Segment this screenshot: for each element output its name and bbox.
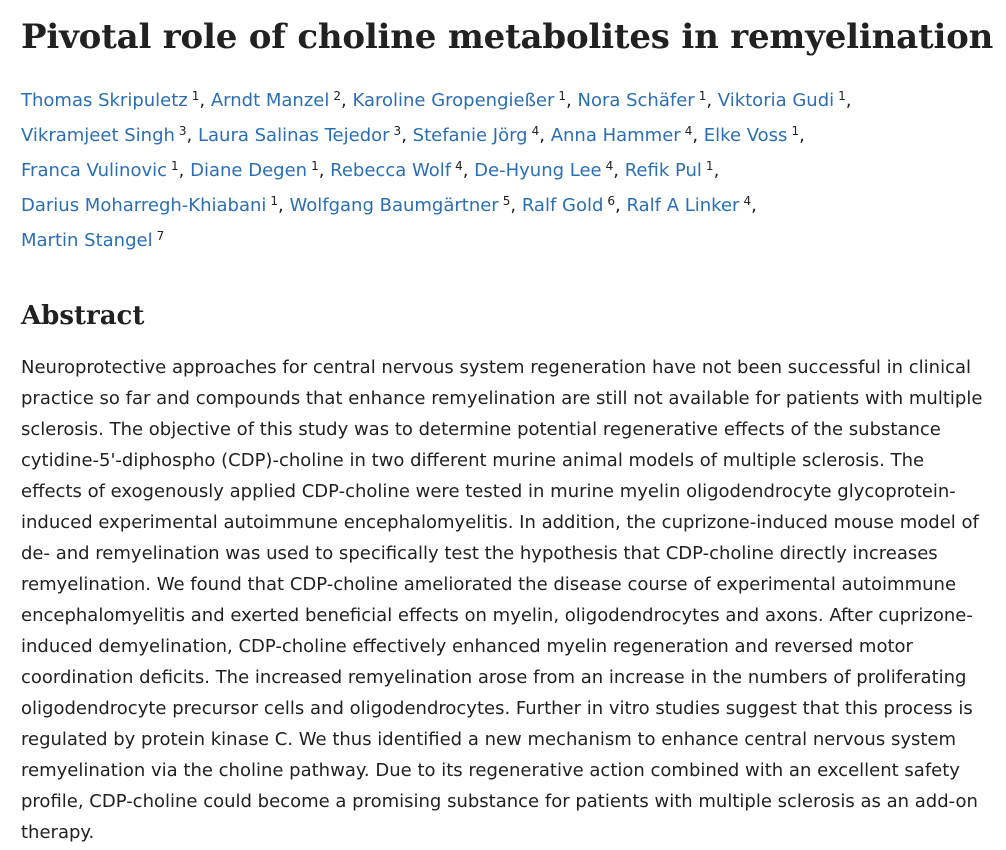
author-entry [522, 195, 615, 216]
author-entry [330, 160, 463, 181]
author-affiliation-number: 7 [156, 229, 165, 243]
author-link[interactable]: Thomas Skripuletz [21, 90, 188, 111]
author-link[interactable]: Wolfgang Baumgärtner [289, 195, 499, 216]
author-entry [352, 90, 566, 111]
author-link[interactable]: De-Hyung Lee [474, 160, 602, 181]
author-affiliation-number: 3 [393, 124, 402, 138]
author-entry [190, 160, 319, 181]
author-separator: , [566, 90, 578, 111]
author-entry [21, 195, 278, 216]
author-separator: , [186, 125, 198, 146]
author-link[interactable]: Martin Stangel [21, 230, 153, 251]
author-entry [211, 90, 341, 111]
author-entry [413, 125, 540, 146]
author-separator: , [692, 125, 704, 146]
author-affiliation-number: 1 [270, 194, 279, 208]
author-list [21, 81, 981, 256]
author-affiliation-number: 4 [684, 124, 693, 138]
author-separator: , [462, 160, 475, 181]
author-link[interactable]: Vikramjeet Singh [21, 125, 175, 146]
author-affiliation-number: 1 [838, 89, 846, 103]
author-entry [551, 125, 693, 146]
author-link[interactable]: Karoline Gropengießer [352, 90, 555, 111]
author-affiliation-number: 1 [705, 159, 714, 173]
author-affiliation-number: 1 [791, 124, 800, 138]
author-separator: , [278, 195, 290, 216]
author-separator: , [706, 90, 718, 111]
article-page [21, 0, 994, 848]
author-affiliation-number: 4 [605, 159, 614, 173]
author-link[interactable]: Arndt Manzel [210, 90, 330, 111]
abstract-heading: Abstract [21, 301, 145, 331]
author-separator: , [713, 160, 720, 181]
author-link[interactable]: Anna Hammer [550, 125, 681, 146]
abstract-text: Neuroprotective approaches for central nervous system regeneration have not been successful in clinical practice so far and compounds that enhance remyelination are still not available for patients with multiple sclerosis. The objective of this study was to determine potential regenerative effects of the substance cytidine-5'-diphospho (CDP)-choline in two different murine animal models of multiple sclerosis. The effects of exogenously applied CDP-choline were tested in murine myelin oligodendrocyte glycoprotein-induced experimental autoimmune encephalomyelitis. In addition, the cuprizone-induced mouse model of de- and remyelination was used to specifically test the hypothesis that CDP-choline directly increases remyelination. We found that CDP-choline ameliorated the disease course of experimental autoimmune encephalomyelitis and exerted beneficial effects on myelin, oligodendrocytes and axons. After cuprizone-induced demyelination, CDP-choline effectively enhanced myelin regeneration and reversed motor coordination deficits. The increased remyelination arose from an increase in the numbers of proliferating oligodendrocyte precursor cells and oligodendrocytes. Further in vitro studies suggest that this process is regulated by protein kinase C. We thus identified a new mechanism to enhance central nervous system remyelination via the choline pathway. Due to its regenerative action combined with an excellent safety profile, CDP-choline could become a promising substance for patients with multiple sclerosis as an add-on therapy. [21, 357, 983, 843]
author-separator: , [615, 195, 627, 216]
author-affiliation-number: 3 [178, 124, 187, 138]
author-link[interactable]: Stefanie Jörg [412, 125, 528, 146]
author-affiliation-number: 5 [502, 194, 511, 208]
author-entry [627, 195, 752, 216]
author-affiliation-number: 1 [311, 159, 319, 173]
author-link[interactable]: Darius Moharregh-Khiabani [21, 195, 267, 216]
author-link[interactable]: Nora Schäfer [577, 90, 695, 111]
author-affiliation-number: 4 [743, 194, 752, 208]
author-entry [577, 90, 706, 111]
author-separator: , [318, 160, 331, 181]
author-affiliation-number: 1 [558, 89, 567, 103]
author-separator: , [341, 90, 353, 111]
author-affiliation-number: 6 [607, 194, 616, 208]
author-affiliation-number: 1 [191, 89, 200, 103]
author-link[interactable]: Ralf A Linker [626, 195, 740, 216]
author-entry [21, 230, 164, 251]
author-link[interactable]: Franca Vulinovic [21, 160, 168, 181]
author-entry [718, 90, 846, 111]
author-entry [474, 160, 613, 181]
author-link[interactable]: Refik Pul [624, 160, 702, 181]
author-entry [21, 125, 187, 146]
author-link[interactable]: Rebecca Wolf [330, 160, 452, 181]
author-separator: , [799, 125, 805, 146]
author-entry [289, 195, 510, 216]
author-link[interactable]: Diane Degen [190, 160, 308, 181]
author-entry [198, 125, 401, 146]
author-affiliation-number: 2 [333, 89, 341, 103]
author-entry [21, 90, 199, 111]
author-separator: , [539, 125, 551, 146]
author-affiliation-number: 1 [171, 159, 179, 173]
author-link[interactable]: Elke Voss [703, 125, 788, 146]
author-affiliation-number: 1 [698, 89, 707, 103]
author-separator: , [510, 195, 522, 216]
author-entry [21, 160, 179, 181]
author-affiliation-number: 4 [455, 159, 463, 173]
author-entry [704, 125, 799, 146]
article-title: Pivotal role of choline metabolites in remyelination [21, 17, 994, 57]
author-separator: , [751, 195, 757, 216]
author-separator: , [613, 160, 625, 181]
author-link[interactable]: Laura Salinas Tejedor [198, 125, 390, 146]
author-separator: , [401, 125, 413, 146]
author-separator: , [199, 90, 211, 111]
author-separator: , [178, 160, 191, 181]
author-entry [625, 160, 714, 181]
author-affiliation-number: 4 [531, 124, 540, 138]
author-separator: , [845, 90, 852, 111]
author-link[interactable]: Ralf Gold [521, 195, 604, 216]
author-link[interactable]: Viktoria Gudi [717, 90, 835, 111]
